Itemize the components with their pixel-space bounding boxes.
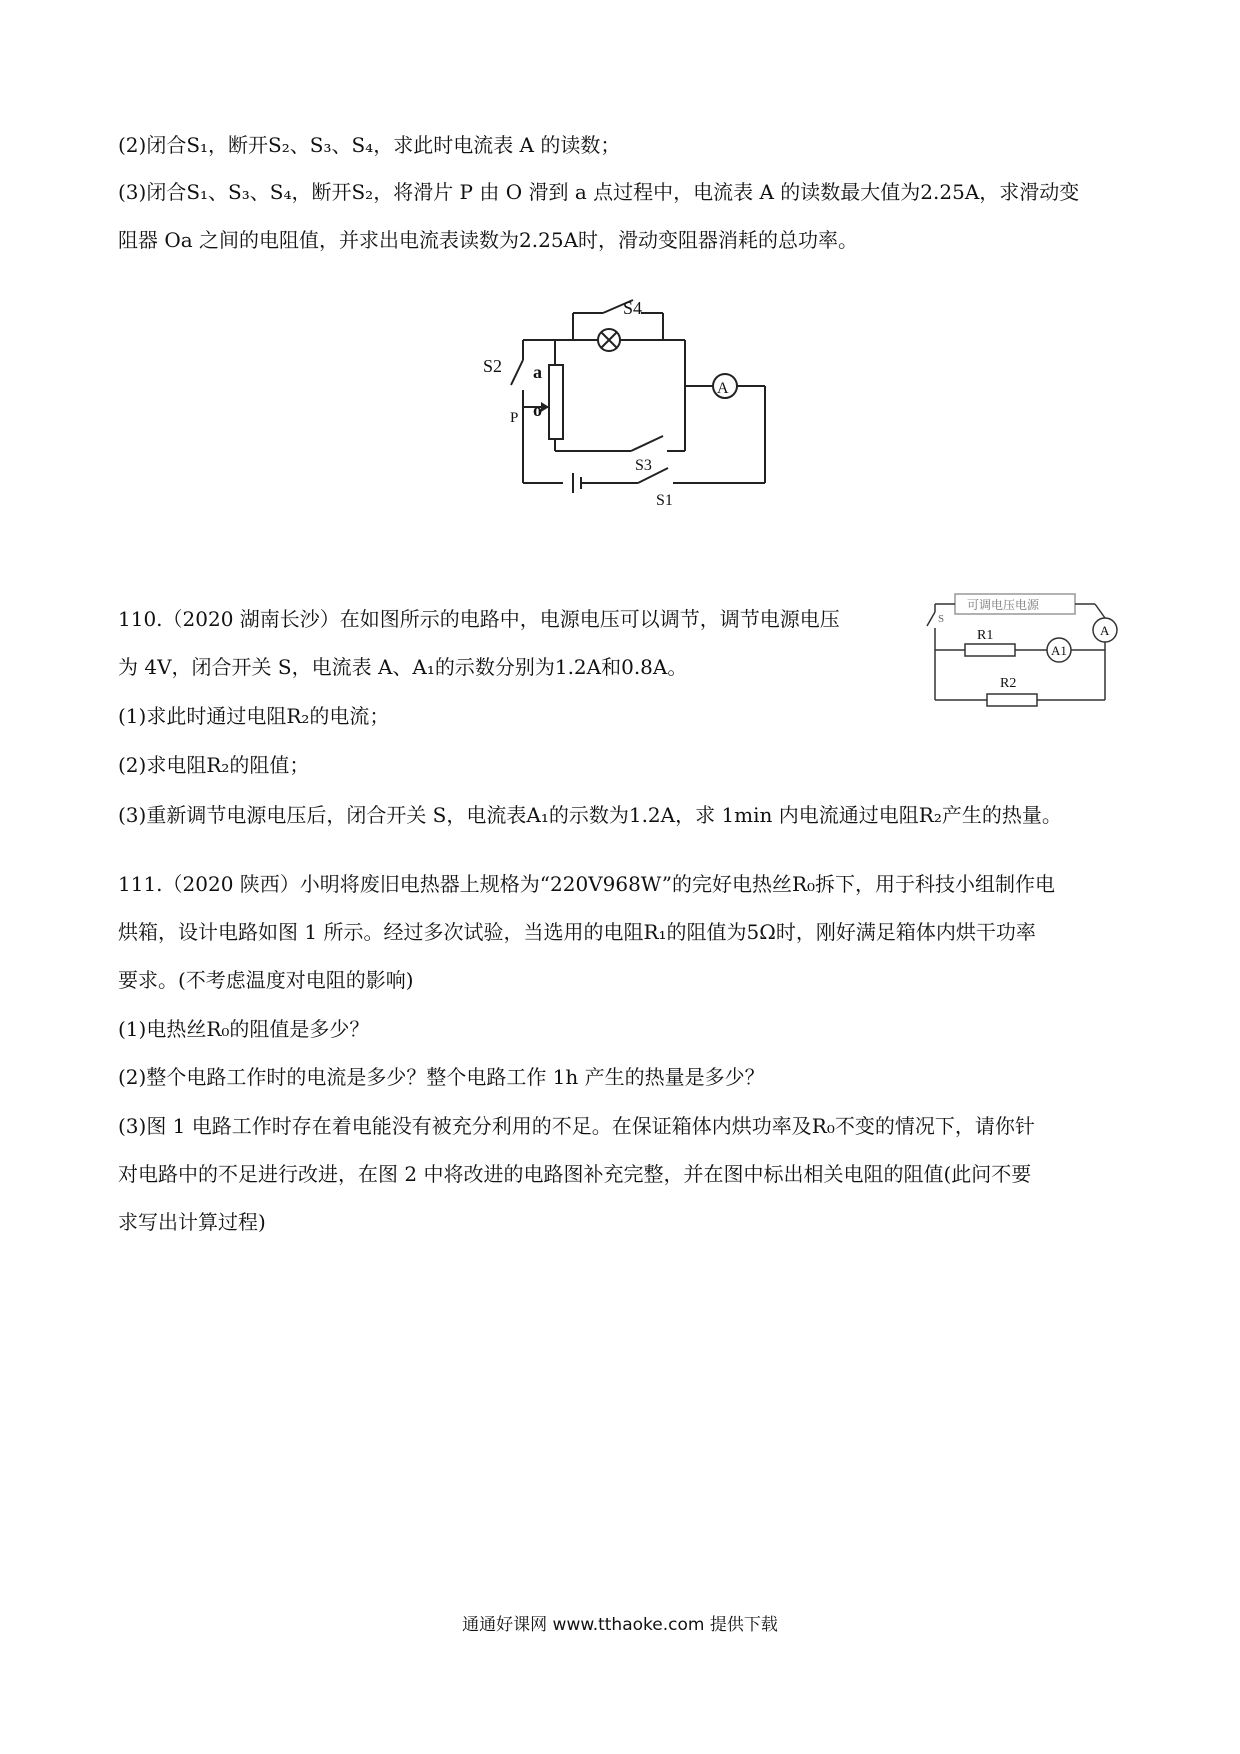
q110-part3: (3)重新调节电源电压后，闭合开关 S，电流表A₁的示数为1.2A，求 1min 内电流通过电阻R₂产生的热量。 xyxy=(118,803,1062,827)
q111-line3: 要求。(不考虑温度对电阻的影响) xyxy=(118,968,414,992)
label-o: o xyxy=(533,400,542,420)
label-p: P xyxy=(510,410,519,426)
q111-line1: 111.（2020 陕西）小明将废旧电热器上规格为“220V968W”的完好电热丝R₀拆下，用于科技小组制作电 xyxy=(118,872,1056,896)
q110-line2: 为 4V，闭合开关 S，电流表 A、A₁的示数分别为1.2A和0.8A。 xyxy=(118,655,688,679)
label-adjustable-source: 可调电压电源 xyxy=(967,598,1040,612)
label-a: a xyxy=(533,362,542,382)
q111-part1: (1)电热丝R₀的阻值是多少？ xyxy=(118,1017,370,1041)
q111-part3-line3: 求写出计算过程) xyxy=(118,1210,266,1234)
q110-line1: 110.（2020 湖南长沙）在如图所示的电路中，电源电压可以调节，调节电源电压 xyxy=(118,607,840,631)
label-r1: R1 xyxy=(977,628,994,643)
q110-part2: (2)求电阻R₂的阻值； xyxy=(118,753,310,777)
label-ammeter-a: A xyxy=(1100,623,1110,638)
q111-part3-line2: 对电路中的不足进行改进，在图 2 中将改进的电路图补充完整，并在图中标出相关电阻的阻值(此问不要 xyxy=(118,1162,1032,1186)
q109-part3-line1: (3)闭合S₁、S₃、S₄，断开S₂，将滑片 P 由 O 滑到 a 点过程中，电流表 A 的读数最大值为2.25A，求滑动变 xyxy=(118,180,1080,204)
label-s4: S4 xyxy=(623,298,643,318)
q109-circuit-figure xyxy=(463,290,783,520)
label-ammeter-a1: A1 xyxy=(1051,643,1067,658)
page-footer: 通通好课网 www.tthaoke.com 提供下载 xyxy=(462,1615,778,1635)
label-s: S xyxy=(938,613,945,625)
q109-part2: (2)闭合S₁，断开S₂、S₃、S₄，求此时电流表 A 的读数； xyxy=(118,133,621,157)
q110-part1: (1)求此时通过电阻R₂的电流； xyxy=(118,704,390,728)
label-s1: S1 xyxy=(656,492,673,509)
label-ammeter: A xyxy=(717,380,729,397)
q109-part3-line2: 阻器 Oa 之间的电阻值，并求出电流表读数为2.25A时，滑动变阻器消耗的总功率。 xyxy=(118,228,859,252)
q110-circuit-figure xyxy=(925,590,1125,708)
q111-line2: 烘箱，设计电路如图 1 所示。经过多次试验，当选用的电阻R₁的阻值为5Ω时，刚好满足箱体内烘干功率 xyxy=(118,920,1036,944)
label-s3: S3 xyxy=(635,457,652,474)
label-s2: S2 xyxy=(483,356,503,376)
q111-part2: (2)整个电路工作时的电流是多少？整个电路工作 1h 产生的热量是多少？ xyxy=(118,1065,765,1089)
label-r2: R2 xyxy=(1000,676,1017,691)
q111-part3-line1: (3)图 1 电路工作时存在着电能没有被充分利用的不足。在保证箱体内烘功率及R₀不变的情况下，请你针 xyxy=(118,1114,1035,1138)
